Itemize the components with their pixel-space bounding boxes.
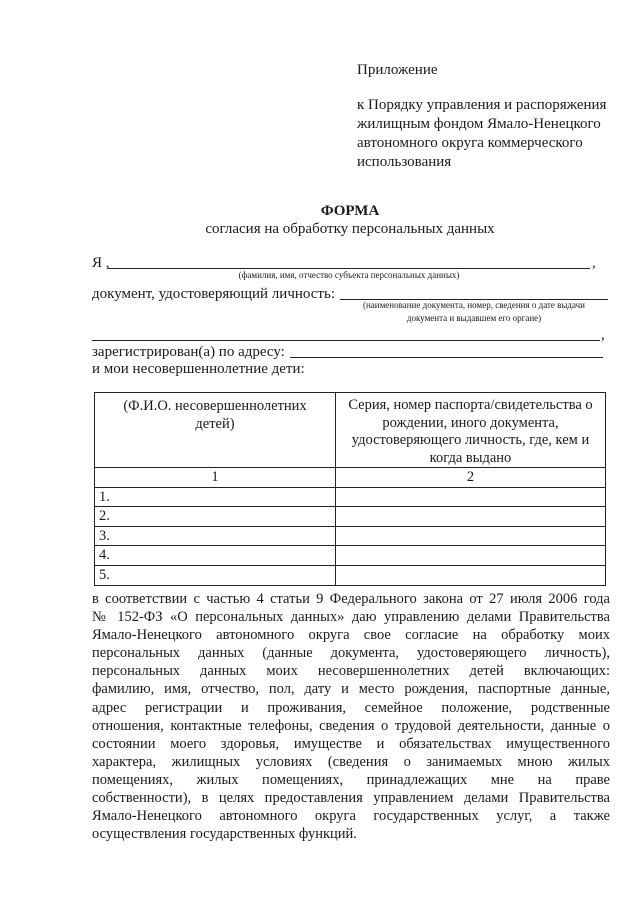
doc-hint-2: документа и выдавшем его органе) bbox=[406, 313, 542, 323]
fio-hint: (фамилия, имя, отчество субъекта персональных данных) bbox=[238, 270, 460, 280]
row-number: 4. bbox=[99, 547, 110, 564]
row-number: 2. bbox=[99, 508, 110, 525]
table-header-row bbox=[95, 393, 606, 468]
doc-trailing-comma: , bbox=[601, 327, 605, 343]
row-number: 3. bbox=[99, 527, 110, 544]
children-table bbox=[94, 392, 606, 586]
ya-trailing-comma: , bbox=[592, 255, 596, 271]
table-number-row bbox=[95, 468, 606, 488]
column-number: 1 bbox=[211, 469, 219, 485]
appendix-title: Приложение bbox=[357, 62, 438, 78]
child-name-cell[interactable] bbox=[95, 546, 336, 566]
table-row[interactable] bbox=[95, 507, 606, 527]
child-doc-cell[interactable] bbox=[336, 507, 606, 527]
row-number: 5. bbox=[99, 566, 110, 583]
consent-paragraph bbox=[92, 590, 610, 843]
paragraph-line: Ямало-Ненецкого автономного округа свое согласие на обработку моих bbox=[92, 627, 610, 644]
paragraph-line: состоянии моего здоровья, имуществе и обязательствах имущественного bbox=[92, 735, 610, 752]
table-row[interactable] bbox=[95, 546, 606, 566]
paragraph-line: адрес регистрации и проживания, семейное положение, родственные bbox=[92, 699, 610, 716]
table-row[interactable] bbox=[95, 487, 606, 507]
header-document: Серия, номер паспорта/свидетельства о рождении, иного документа, удостоверяющего личность, где, кем и когда выдано bbox=[348, 397, 593, 466]
children-label: и мои несовершеннолетние дети: bbox=[92, 361, 305, 377]
table-row[interactable] bbox=[95, 565, 606, 585]
paragraph-line: отношения, контактные телефоны, сведения о трудовой деятельности, данные о bbox=[92, 717, 610, 734]
table-row[interactable] bbox=[95, 526, 606, 546]
paragraph-line: характера, жилищных условиях (сведения о занимаемых мною жилых bbox=[92, 753, 610, 770]
paragraph-line: помещениях, жилых помещениях, принадлежащих мне на праве bbox=[92, 771, 610, 788]
address-field-line[interactable] bbox=[290, 357, 603, 358]
column-number: 2 bbox=[466, 469, 475, 485]
doc-label: документ, удостоверяющий личность: bbox=[92, 286, 335, 302]
doc-hint-1: (наименование документа, номер, сведения о дате выдачи bbox=[362, 300, 585, 310]
child-doc-cell[interactable] bbox=[336, 565, 606, 585]
ya-label: Я , bbox=[92, 255, 110, 271]
appendix-subtitle-line: к Порядку управления и распоряжения bbox=[357, 97, 607, 113]
appendix-subtitle bbox=[357, 96, 627, 172]
child-doc-cell[interactable] bbox=[336, 526, 606, 546]
doc-field-line-2[interactable] bbox=[92, 340, 600, 341]
paragraph-line: Ямало-Ненецкого автономного округа государственных услуг, а также bbox=[92, 808, 610, 825]
child-name-cell[interactable] bbox=[95, 565, 336, 585]
child-doc-cell[interactable] bbox=[336, 487, 606, 507]
registered-label: зарегистрирован(а) по адресу: bbox=[92, 344, 285, 360]
header-fio: (Ф.И.О. несовершеннолетних детей) bbox=[123, 398, 307, 432]
paragraph-line: № 152-ФЗ «О персональных данных» даю управлению делами Правительства bbox=[92, 609, 610, 626]
appendix-subtitle-line: автономного округа коммерческого bbox=[357, 135, 583, 151]
paragraph-line: собственности), в целях предоставления управлением делами Правительства bbox=[92, 790, 610, 807]
paragraph-line: персональных данных (данные документа, удостоверяющего личность), bbox=[92, 645, 610, 662]
form-subtitle: согласия на обработку персональных данных bbox=[205, 221, 495, 237]
appendix-subtitle-line: использования bbox=[357, 154, 452, 170]
paragraph-line: в соответствии с частью 4 статьи 9 Федерального закона от 27 июля 2006 года bbox=[92, 591, 610, 607]
child-name-cell[interactable] bbox=[95, 487, 336, 507]
form-title: ФОРМА bbox=[320, 203, 380, 219]
child-doc-cell[interactable] bbox=[336, 546, 606, 566]
child-name-cell[interactable] bbox=[95, 526, 336, 546]
table-header-cell bbox=[95, 393, 336, 468]
appendix-subtitle-line: жилищным фондом Ямало-Ненецкого bbox=[357, 116, 601, 132]
paragraph-line: осуществления государственных функций. bbox=[92, 826, 357, 843]
child-name-cell[interactable] bbox=[95, 507, 336, 527]
column-number-cell bbox=[95, 468, 336, 488]
paragraph-line: персональных данных моих несовершеннолетних детей включающих: bbox=[92, 663, 610, 680]
row-number: 1. bbox=[99, 488, 110, 505]
table-header-cell bbox=[336, 393, 606, 468]
column-number-cell bbox=[336, 468, 606, 488]
paragraph-line: фамилию, имя, отчество, пол, дату и место рождения, паспортные данные, bbox=[92, 681, 610, 698]
